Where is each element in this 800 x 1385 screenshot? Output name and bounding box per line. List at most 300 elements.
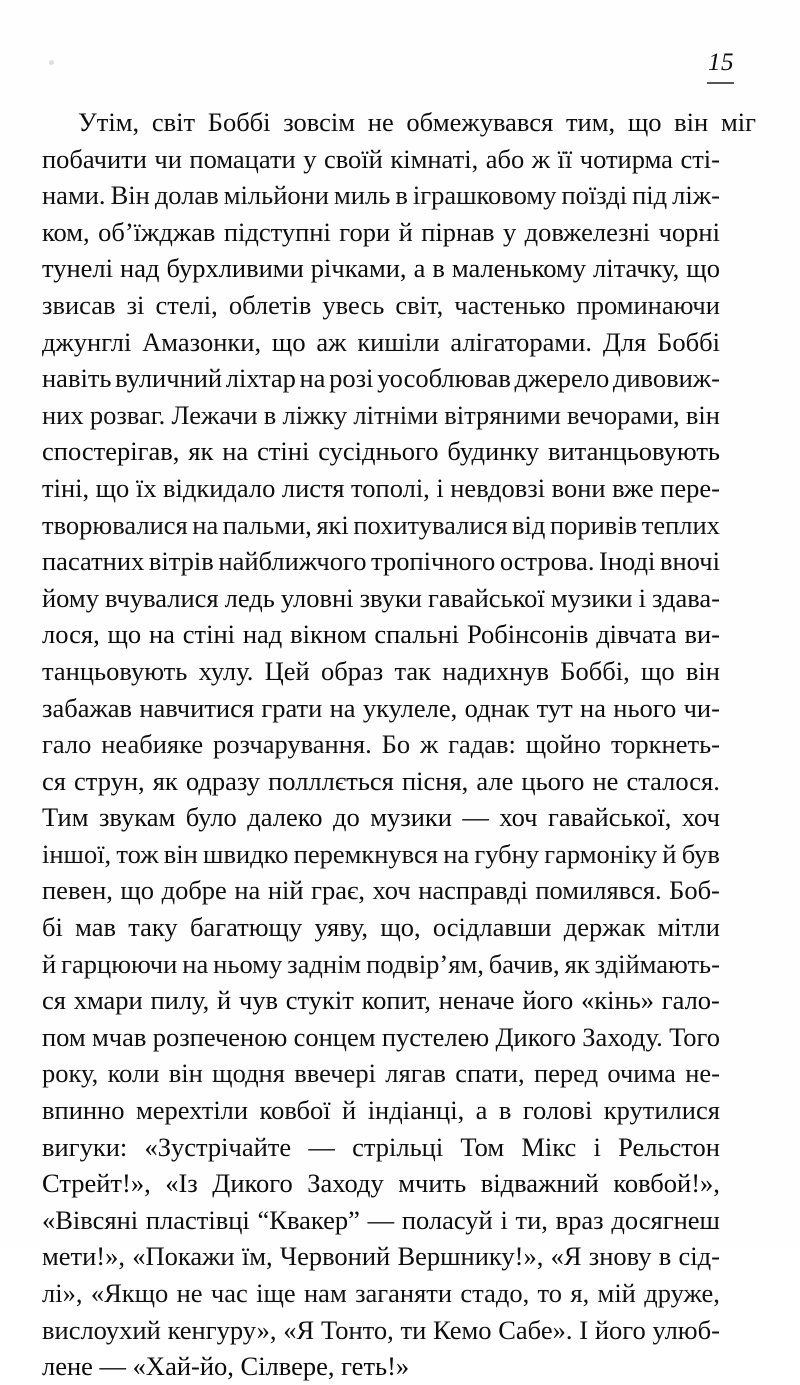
text-line <box>42 1129 720 1166</box>
text-word: друже, <box>644 1278 720 1308</box>
text-line <box>42 580 720 617</box>
text-word: танцьовують <box>42 655 188 686</box>
text-word: перемкнувся <box>293 838 438 869</box>
text-word: їм, <box>241 1241 273 1272</box>
text-word: мав <box>75 912 116 943</box>
text-word: щойно <box>525 729 602 760</box>
text-word: одразу <box>185 765 261 796</box>
text-line <box>42 653 720 690</box>
text-line <box>42 946 720 983</box>
text-word: на <box>443 838 470 869</box>
text-word: перед <box>533 1058 599 1089</box>
text-word: добре <box>161 875 227 906</box>
text-word: на <box>182 948 209 979</box>
text-word: долав <box>154 180 219 211</box>
text-word: тіні, <box>42 472 90 503</box>
page-number-rule <box>707 82 734 84</box>
text-word: вуличний <box>115 363 223 394</box>
text-word: полллється <box>268 765 394 796</box>
text-word: Він <box>110 180 150 211</box>
text-line <box>42 726 720 763</box>
text-word: враз <box>555 1204 604 1235</box>
text-line <box>42 507 720 544</box>
text-word: тунелі <box>42 253 114 284</box>
text-word: гало- <box>661 985 720 1016</box>
text-word: спальні <box>374 619 460 650</box>
text-word: тож <box>116 838 159 869</box>
text-word: джунглі <box>42 326 132 357</box>
text-word: вигуки: <box>42 1131 128 1162</box>
text-word: ти <box>400 1314 427 1345</box>
text-word: улюб- <box>652 1314 720 1345</box>
text-word: гарцюючи <box>61 948 178 979</box>
text-word: у <box>303 143 317 174</box>
text-word: гавайської <box>428 582 545 613</box>
text-word: сталося. <box>626 765 720 796</box>
text-line <box>42 324 720 361</box>
text-word: — <box>308 1131 335 1162</box>
text-word: похитувалися <box>353 509 508 540</box>
text-word: але <box>476 765 514 796</box>
text-word: вітрів <box>148 546 214 577</box>
text-word: він <box>163 838 198 869</box>
text-word: що <box>107 619 142 650</box>
text-word: миль <box>334 180 391 211</box>
text-word: відкидало <box>163 472 276 503</box>
text-word: помилявся. <box>535 875 662 906</box>
text-word: що <box>120 875 155 906</box>
text-word: грає, <box>311 875 365 906</box>
text-word: копит, <box>361 985 431 1016</box>
text-word: що <box>686 253 720 284</box>
text-word: над <box>120 253 160 284</box>
text-word: держак <box>563 912 646 943</box>
text-word: Заходу <box>307 1168 384 1199</box>
text-word: певен, <box>42 875 113 906</box>
text-word: в <box>263 399 277 430</box>
text-word: зовсім <box>283 107 356 137</box>
text-word: Том <box>460 1131 505 1162</box>
text-word: укулеле, <box>362 692 458 723</box>
text-word: розпеченою <box>152 1021 288 1052</box>
text-word: струн, <box>74 765 145 796</box>
text-word: підступні <box>223 216 331 247</box>
text-word: них <box>42 399 84 430</box>
text-word: дівчата <box>596 619 677 650</box>
text-line <box>42 872 720 909</box>
text-line <box>42 763 720 800</box>
text-word: у <box>502 216 517 247</box>
text-word: звукам <box>98 802 176 833</box>
text-word: на <box>192 509 219 540</box>
text-word: стелі, <box>155 289 218 320</box>
text-word: лося, <box>42 619 100 650</box>
text-word: Дикого <box>495 1021 576 1052</box>
text-word: Червоний <box>279 1241 391 1272</box>
text-word: теплих <box>641 509 720 540</box>
text-word: тут <box>536 692 573 723</box>
text-line <box>42 360 720 397</box>
text-word: неначе <box>438 985 515 1016</box>
text-word: проминаючи <box>576 289 720 320</box>
text-word: щодня <box>212 1058 285 1089</box>
text-word: Робінсонів <box>466 619 589 650</box>
text-word: був <box>681 838 720 869</box>
text-word: Утім, <box>78 107 140 137</box>
text-line <box>42 104 756 141</box>
text-word: осідлавши <box>432 912 552 943</box>
text-word: на <box>299 363 326 394</box>
text-word: Бо <box>381 729 411 760</box>
text-line <box>42 1312 720 1349</box>
text-word: пом <box>42 1021 86 1052</box>
text-word: а <box>475 1095 488 1126</box>
text-word: йому <box>42 582 99 613</box>
text-word: і <box>436 472 444 503</box>
text-word: іншої, <box>42 838 112 869</box>
text-word: Сабе». <box>498 1314 573 1345</box>
text-line <box>42 1238 720 1275</box>
text-word: музики <box>370 802 452 833</box>
text-word: сусіднього <box>318 436 439 467</box>
text-word: й <box>42 948 57 979</box>
text-word: вислоухий <box>42 1314 161 1345</box>
text-word: що <box>95 472 130 503</box>
text-word: мій <box>597 1278 636 1308</box>
text-word: на <box>329 692 356 723</box>
text-word: поїзді <box>561 180 628 211</box>
text-word: відважний <box>480 1168 599 1199</box>
text-word: очима <box>607 1058 676 1089</box>
text-word: Боб- <box>669 875 720 906</box>
text-word: швидко <box>203 838 289 869</box>
text-word: вночі <box>659 546 720 577</box>
text-word: ковбої <box>259 1095 331 1126</box>
text-word: спостерігав, <box>42 436 180 467</box>
text-word: сонцем <box>293 1021 376 1052</box>
text-line <box>42 214 720 251</box>
text-word: стіні <box>182 619 236 650</box>
text-word: бурхливими <box>166 253 304 284</box>
text-word: листя <box>281 472 345 503</box>
text-word: помацати <box>189 143 296 174</box>
text-word: вікном <box>290 619 367 650</box>
text-word: що <box>627 107 662 137</box>
text-word: губну <box>474 838 540 869</box>
text-word: голові <box>522 1095 593 1126</box>
text-word: він <box>685 399 720 430</box>
text-word: уособлював <box>377 363 511 394</box>
text-word: уловні <box>280 582 354 613</box>
text-word: їх <box>135 472 157 503</box>
text-word: розчарування. <box>212 729 372 760</box>
text-word: нам <box>304 1278 347 1308</box>
text-word: побачити <box>42 143 147 174</box>
text-word: як <box>188 436 214 467</box>
text-word: літачку, <box>593 253 680 284</box>
text-word: гавайської, <box>547 802 672 833</box>
text-word: ліжку <box>282 399 348 430</box>
text-word: літніми <box>353 399 439 430</box>
text-word: ком, <box>42 216 90 247</box>
text-word: не <box>176 1278 203 1308</box>
text-word: ліж- <box>672 180 720 211</box>
text-word: так <box>394 655 431 686</box>
text-word: бі <box>42 912 63 943</box>
text-word: «Я <box>550 1241 582 1272</box>
text-word: ледь <box>224 582 275 613</box>
text-word: пірнав <box>421 216 495 247</box>
text-word: Для <box>602 326 647 357</box>
text-word: в <box>395 180 408 211</box>
text-word: коли <box>107 1058 160 1089</box>
text-line <box>42 397 720 434</box>
text-word: світ <box>151 107 196 137</box>
text-word: звуки <box>359 582 422 613</box>
text-word: а <box>413 253 426 284</box>
text-word: не <box>592 765 619 796</box>
text-word: його <box>522 985 574 1016</box>
text-word: Кемо <box>433 1314 492 1345</box>
text-word: ся <box>42 985 66 1016</box>
text-word: пластівці <box>145 1204 250 1235</box>
text-word: поласуй <box>401 1204 493 1235</box>
text-word: мітли <box>657 912 720 943</box>
text-word: стадо, <box>460 1278 530 1308</box>
text-word: як <box>152 765 178 796</box>
text-word: пилу, <box>150 985 210 1016</box>
text-word: не <box>367 107 394 137</box>
text-word: — <box>367 1204 395 1235</box>
text-line <box>42 1055 720 1092</box>
text-word: будинку <box>447 436 540 467</box>
text-word: увесь <box>322 289 385 320</box>
text-word: Заходу. <box>582 1021 663 1052</box>
text-word: він <box>685 655 720 686</box>
text-word: Амазонки, <box>142 326 262 357</box>
text-word: «Покажи <box>132 1241 235 1272</box>
text-word: лі», <box>42 1278 83 1308</box>
text-word: «Із <box>165 1168 198 1199</box>
text-word: однак <box>464 692 530 723</box>
text-word: ній <box>267 875 304 906</box>
text-word: мети!», <box>42 1241 125 1272</box>
text-word: «Зустрічайте <box>144 1131 292 1162</box>
text-word: і <box>500 1204 508 1235</box>
text-word: забажав <box>42 692 133 723</box>
text-word: гармоніку <box>544 838 658 869</box>
text-word: іще <box>256 1278 296 1308</box>
text-word: гало <box>42 729 92 760</box>
text-word: кімнаті, <box>390 143 479 174</box>
text-word: й <box>662 838 677 869</box>
text-word: острова. <box>499 546 595 577</box>
text-word: образ <box>320 655 384 686</box>
text-word: під <box>632 180 668 211</box>
text-line <box>42 616 720 653</box>
text-word: хулу. <box>198 655 254 686</box>
text-word: спати, <box>455 1058 525 1089</box>
text-word: І <box>579 1314 589 1345</box>
text-word: кишіли <box>357 326 440 357</box>
text-word: лене — «Хай-йо, Сілвере, геть!» <box>42 1351 410 1382</box>
text-word: зі <box>126 289 145 320</box>
text-word: бачив, <box>488 948 560 979</box>
text-word: поривів <box>549 509 638 540</box>
text-word: вітряними <box>444 399 561 430</box>
text-word: джерело <box>514 363 610 394</box>
text-line <box>42 690 720 727</box>
text-word: не- <box>685 1058 720 1089</box>
text-word: чув <box>238 985 279 1016</box>
text-word: мчить <box>398 1168 467 1199</box>
text-word: цього <box>521 765 585 796</box>
text-word: індіанці, <box>367 1095 465 1126</box>
text-line <box>42 1275 720 1312</box>
text-word: тропічного <box>371 546 496 577</box>
text-line <box>42 1092 720 1129</box>
text-word: пальми, <box>222 509 312 540</box>
text-word: ліхтар <box>225 363 296 394</box>
text-word: пісня, <box>401 765 469 796</box>
text-word: світ, <box>395 289 444 320</box>
text-line <box>42 1202 720 1239</box>
text-line <box>42 250 720 287</box>
text-word: Того <box>669 1021 720 1052</box>
text-word: що <box>640 655 675 686</box>
text-word: ньому <box>213 948 283 979</box>
text-word: Лежачи <box>171 399 258 430</box>
text-word: час <box>210 1278 248 1308</box>
text-word: навчитися <box>139 692 255 723</box>
text-word: стрільці <box>352 1131 444 1162</box>
text-word: частенько <box>454 289 566 320</box>
text-word: обмежувався <box>406 107 554 137</box>
text-word: тим, <box>565 107 616 137</box>
text-word: і <box>638 582 646 613</box>
text-word: іграшковому <box>412 180 557 211</box>
text-line <box>42 909 720 946</box>
text-word: ж <box>419 729 439 760</box>
text-word: вечорами, <box>567 399 680 430</box>
text-word: гадав: <box>448 729 516 760</box>
text-line <box>42 287 720 324</box>
text-word: Рельстон <box>618 1131 720 1162</box>
text-word: музики <box>550 582 633 613</box>
text-word: ввечері <box>294 1058 376 1089</box>
text-word: сід- <box>678 1241 720 1272</box>
text-word: й <box>398 216 413 247</box>
text-word: Мікс <box>521 1131 577 1162</box>
text-word: міг <box>720 107 756 137</box>
text-word: ви- <box>684 619 720 650</box>
text-line <box>42 433 720 470</box>
text-word: заднім <box>287 948 362 979</box>
text-word: мчав <box>92 1021 147 1052</box>
text-word: творювалися <box>42 509 188 540</box>
text-word: було <box>185 802 237 833</box>
text-word: крутилися <box>603 1095 720 1126</box>
text-word: сті- <box>680 143 720 174</box>
text-word: заганяти <box>355 1278 453 1308</box>
text-word: в <box>432 253 445 284</box>
text-word: знову <box>588 1241 652 1272</box>
text-word: на <box>149 619 175 650</box>
text-word: досягнеш <box>611 1204 720 1235</box>
text-word: своїй <box>323 143 383 174</box>
text-word: він <box>674 107 709 137</box>
text-word: річками, <box>310 253 407 284</box>
text-word: вже <box>612 472 654 503</box>
text-word: лягав <box>385 1058 446 1089</box>
text-word: Тонто, <box>321 1314 394 1345</box>
text-word: здіймають- <box>594 948 720 979</box>
text-word: кенгуру», <box>167 1314 277 1345</box>
text-word: і <box>593 1131 601 1162</box>
text-word: пасатних <box>42 546 145 577</box>
text-word: гори <box>339 216 391 247</box>
text-word: впинно <box>42 1095 125 1126</box>
text-word: здава- <box>652 582 720 613</box>
text-word: розваг. <box>89 399 166 430</box>
text-word: розі <box>329 363 374 394</box>
text-word: або <box>485 143 525 174</box>
text-word: витанцьовують <box>547 436 720 467</box>
text-word: від <box>512 509 546 540</box>
text-line <box>42 982 720 1019</box>
text-word: об’їжджав <box>98 216 216 247</box>
text-word: пере- <box>660 472 720 503</box>
text-word: на <box>234 875 261 906</box>
text-word: «кінь» <box>580 985 654 1016</box>
text-word: “Квакер” <box>257 1204 360 1235</box>
text-line <box>42 836 720 873</box>
text-word: грати <box>261 692 323 723</box>
text-word: ся <box>42 765 66 796</box>
text-word: Іноді <box>599 546 656 577</box>
text-word: його <box>594 1314 646 1345</box>
text-word: він <box>168 1058 203 1089</box>
text-word: стукіт <box>285 985 354 1016</box>
text-word: й <box>217 985 232 1016</box>
text-word: ж <box>531 143 551 174</box>
scan-artifact-speck <box>49 60 54 65</box>
text-word: аж <box>316 326 347 357</box>
text-word: й <box>342 1095 357 1126</box>
text-word: «Вівсяні <box>42 1204 139 1235</box>
text-word: звисав <box>42 289 116 320</box>
text-word: що, <box>380 912 421 943</box>
text-word: таку <box>128 912 178 943</box>
text-word: що <box>271 326 306 357</box>
text-word: облетів <box>228 289 312 320</box>
text-word: подвір’ям, <box>366 948 484 979</box>
text-word: навіть <box>42 363 112 394</box>
text-word: на <box>222 436 249 467</box>
text-word: нами. <box>42 180 106 211</box>
text-word: найближчого <box>218 546 367 577</box>
text-line <box>42 799 720 836</box>
text-word: насправді <box>418 875 528 906</box>
text-word: «Я <box>283 1314 315 1345</box>
text-word: маленькому <box>451 253 587 284</box>
text-word: в <box>658 1241 672 1272</box>
page-number: 15 <box>708 49 734 76</box>
text-word: торкнеть- <box>610 729 720 760</box>
text-word: невдовзі <box>450 472 546 503</box>
text-word: надихнув <box>442 655 550 686</box>
text-word: дивовиж- <box>612 363 720 394</box>
